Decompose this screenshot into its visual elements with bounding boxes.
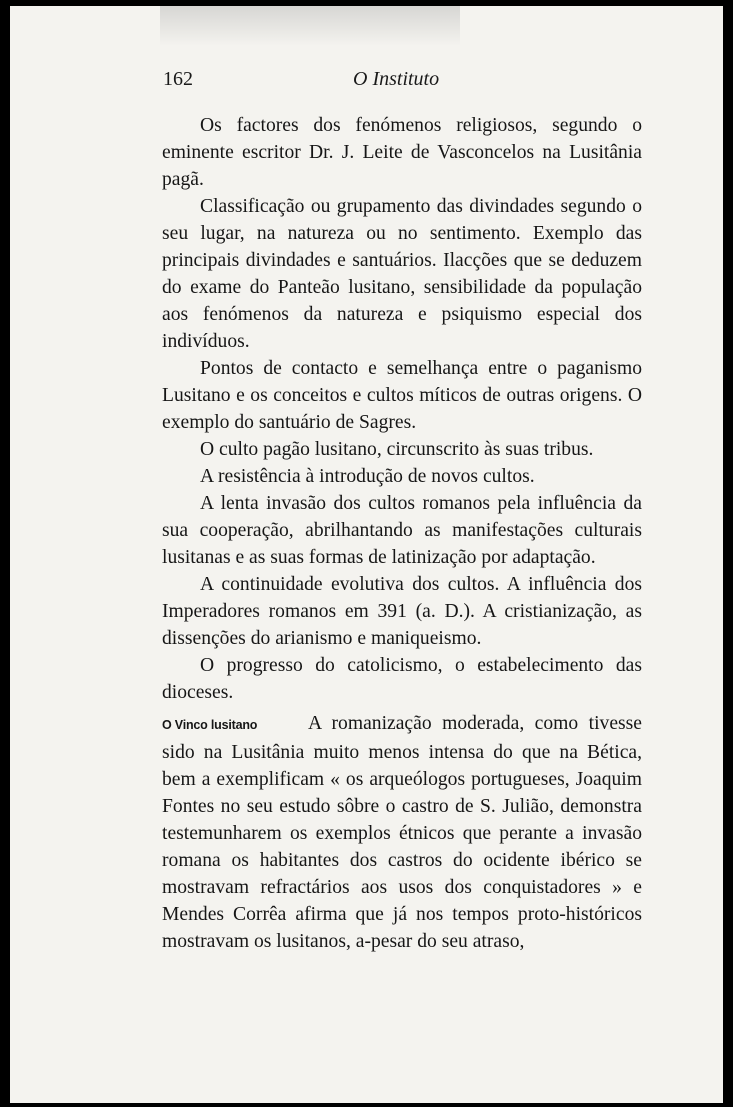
section-body: A romanização moderada, como tivesse sido na Lusitânia muito menos intensa do que na Bética, bem a exemplificam « os arqueólogos portugueses, Joaquim Fontes no seu estudo sôbre o castro de S. Julião, demonstra testemunharem os exemplos étnicos que perante a invasão romana os habitantes dos castros do ocidente ibérico se mostravam refractários aos usos dos conquistadores » e Mendes Corrêa afirma que já nos tempos proto-históricos mostravam os lusitanos, a-pesar do seu atraso, [162,713,642,952]
paragraph: Os factores dos fenómenos religiosos, segundo o eminente escritor Dr. J. Leite de Vasconcelos na Lusitânia pagã. [162,115,642,190]
paragraph: A lenta invasão dos cultos romanos pela influência da sua cooperação, abrilhantando as manifestações culturais lusitanas e as suas formas de latinização por adaptação. [162,493,642,568]
paragraph: Classificação ou grupamento das divindades segundo o seu lugar, na natureza ou no sentimento. Exemplo das principais divindades e santuários. Ilacções que se deduzem do exame do Panteão lusitano, sensibilidade da população aos fenómenos da natureza e psiquismo especial dos indivíduos. [162,196,642,352]
page-number: 162 [163,68,193,90]
paragraph: A continuidade evolutiva dos cultos. A influência dos Imperadores romanos em 391 (a. D.). A cristianização, as dissenções do arianismo e maniqueismo. [162,574,642,649]
section-paragraph [162,710,642,955]
running-title: O Instituto [353,68,440,90]
book-page [10,6,723,1103]
section-text [162,710,642,955]
paragraph: O culto pagão lusitano, circunscrito às suas tribus. [200,439,594,460]
summary-text [162,112,642,706]
scan-shadow [160,6,460,46]
paragraph: A resistência à introdução de novos cultos. [200,466,535,487]
sidenote-heading: O Vinco lusitano [162,718,258,732]
paragraph: O progresso do catolicismo, o estabelecimento das dioceses. [162,655,642,703]
paragraph: Pontos de contacto e semelhança entre o paganismo Lusitano e os conceitos e cultos míticos de outras origens. O exemplo do santuário de Sagres. [162,358,642,433]
page-header [163,68,643,92]
